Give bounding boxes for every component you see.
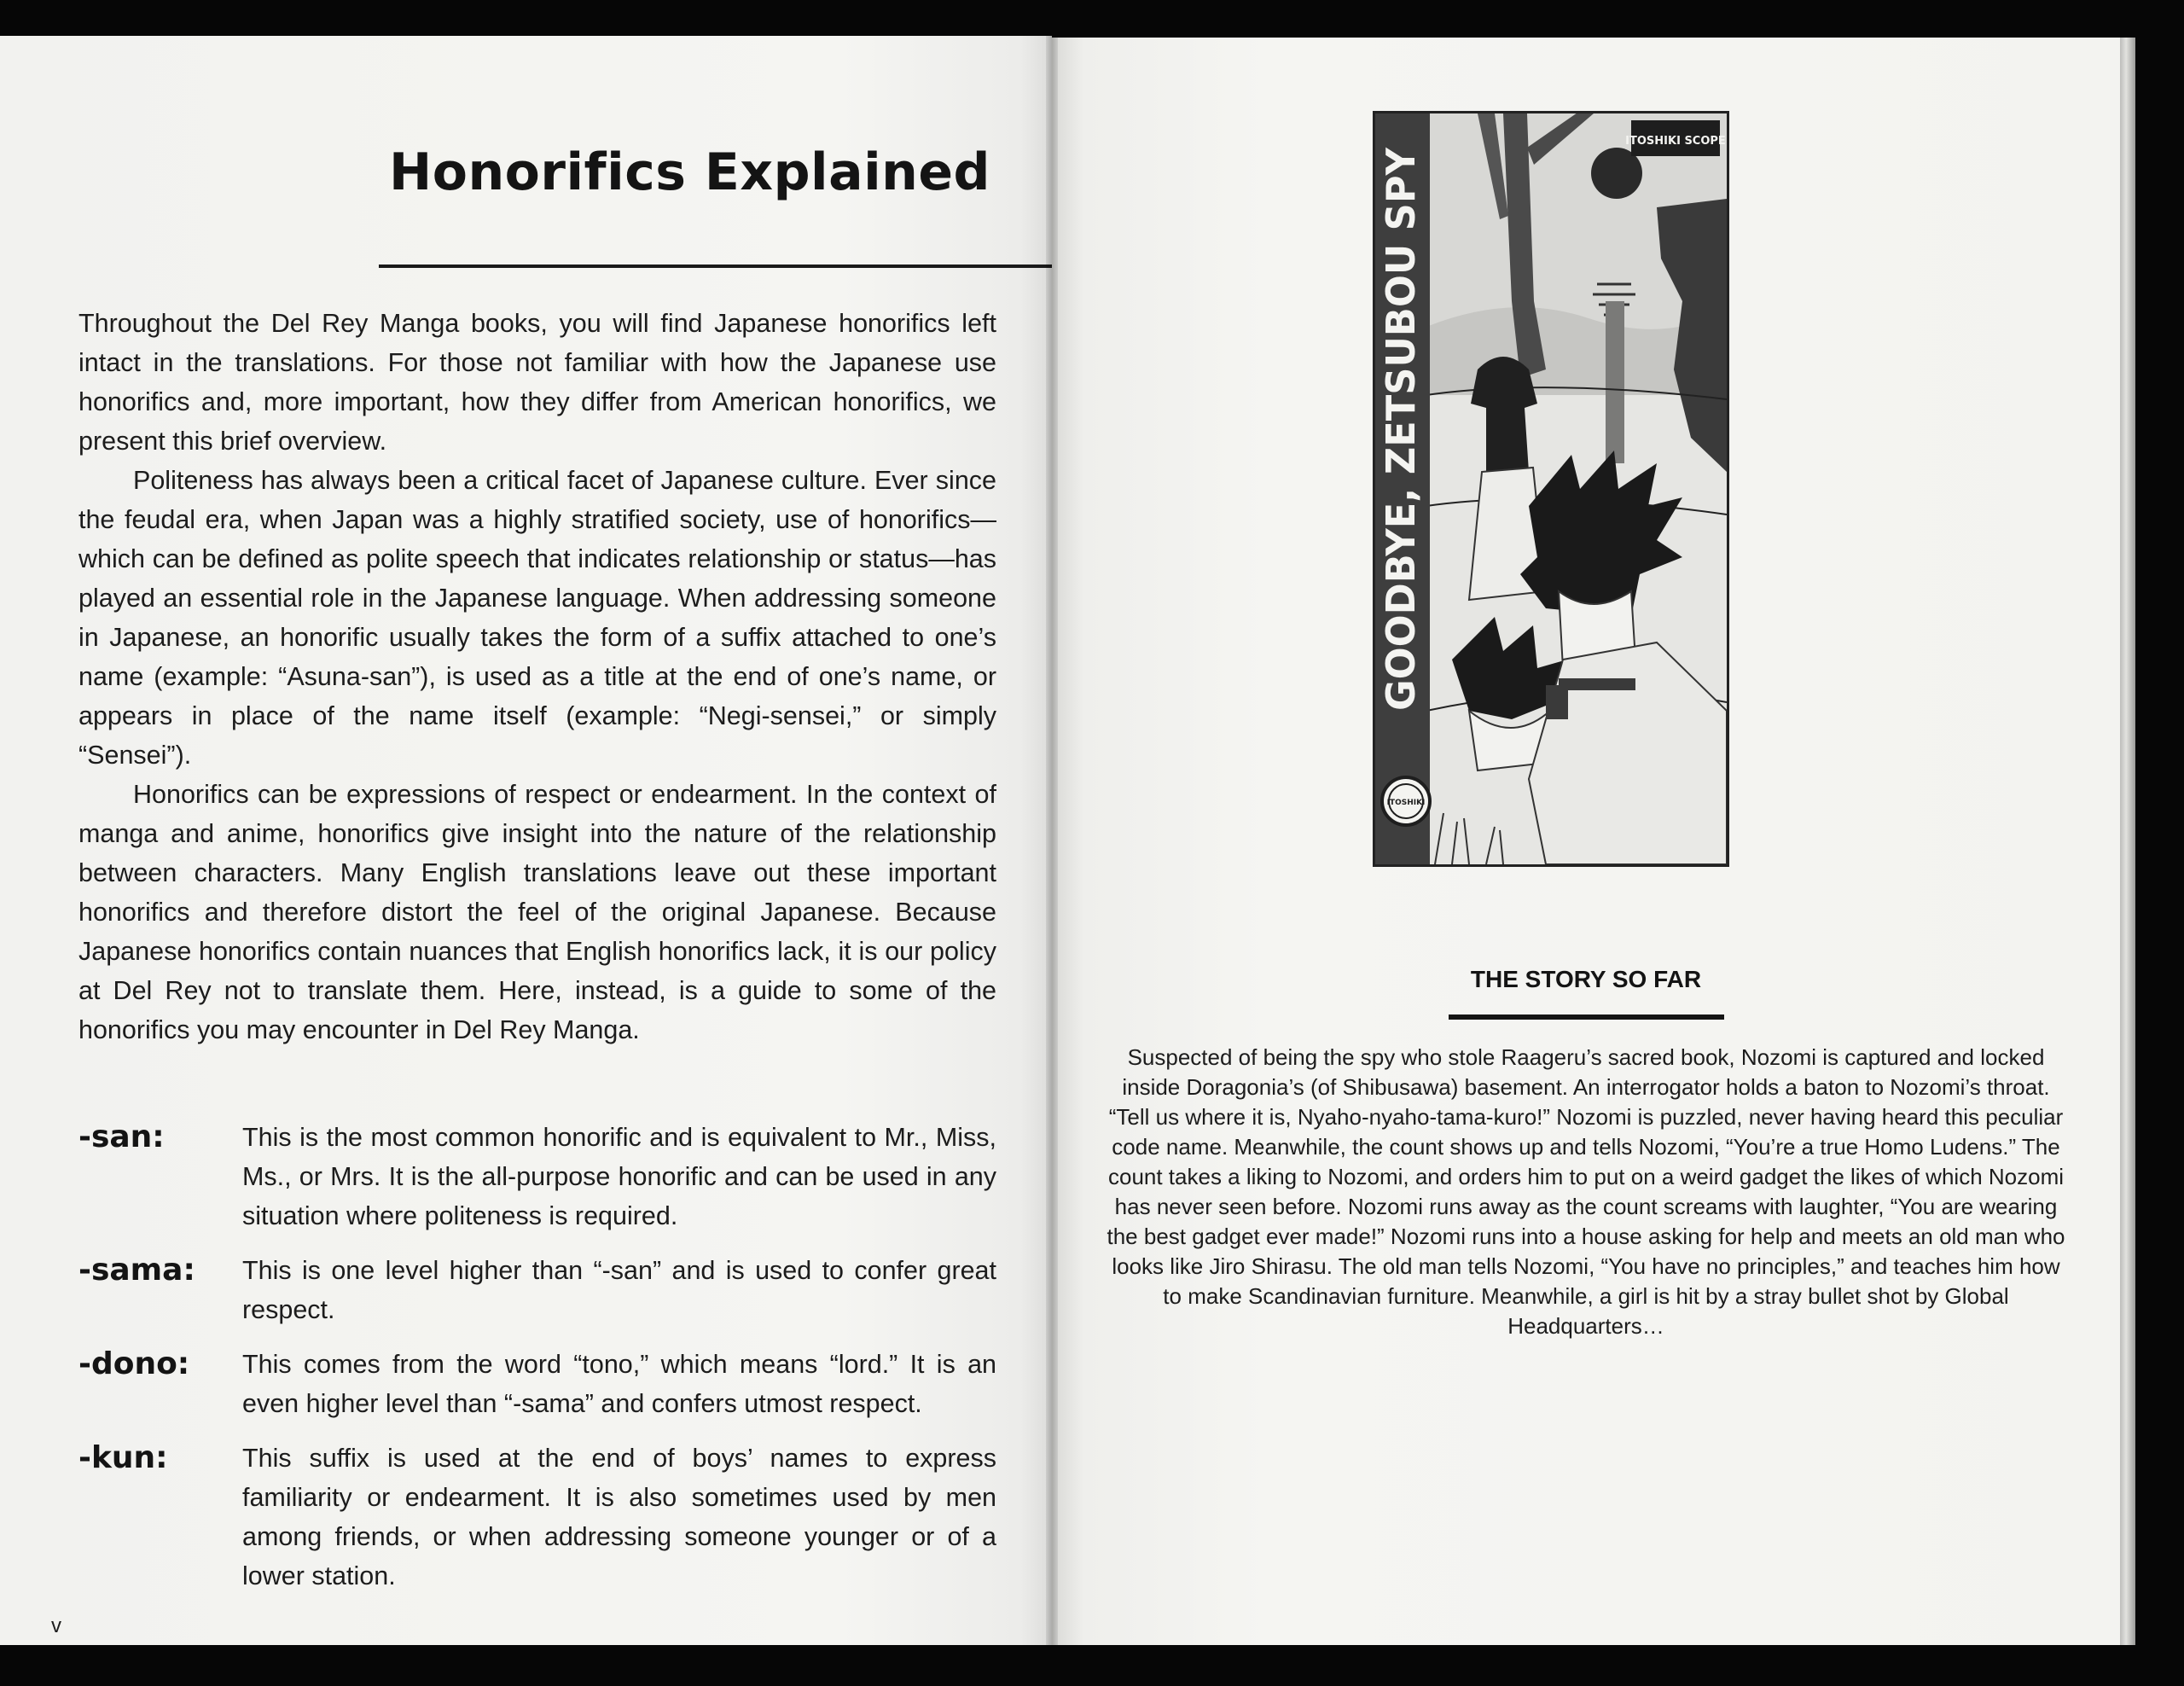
intro-text <box>78 304 996 1049</box>
honorific-entry-san <box>78 1118 996 1235</box>
intro-paragraph: Honorifics can be expressions of respect or endearment. In the context of manga and anime, honorifics give insight into the nature of the relationship between characters. Many English translations leave out these important honorifics and therefore distort the feel of the original Japanese. Because Japanese honorifics contain nuances that English honorifics lack, it is our policy at Del Rey not to translate them. Here, instead, is a guide to some of the honorifics you may encounter in Del Rey Manga. <box>78 780 996 1044</box>
section-heading: THE STORY SO FAR <box>1470 966 1702 992</box>
vertical-title: GOODBYE, ZETSUBOU SPY <box>1378 131 1424 711</box>
right-page <box>1052 38 2120 1645</box>
page-title: Honorifics Explained <box>389 142 990 202</box>
story-summary: Suspected of being the spy who stole Raageru’s sacred book, Nozomi is captured and locked inside Doragonia’s (of Shibusawa) basement. An interrogator holds a baton to Nozomi’s throat. “Tell us where it is, Nyaho-nyaho-tama-kuro!” Nozomi is puzzled, never having heard this peculiar code name. Meanwhile, the count shows up and tells Nozomi, “You’re a true Homo Ludens.” The count takes a liking to Nozomi, and orders him to put on a weird gadget the likes of which Nozomi has never seen before. Nozomi runs away as the count screams with laughter, “You are wearing the best gadget ever made!” Nozomi runs into a house asking for help and meets an old man who looks like Jiro Shirasu. The old man tells Nozomi, “You have no principles,” and teaches him how to make Scandinavian furniture. Meanwhile, a girl is hit by a stray bullet shot by Global Headquarters… <box>1107 1044 2065 1339</box>
honorific-term: -sama: <box>78 1253 195 1288</box>
honorific-definition: This is the most common honorific and is equivalent to Mr., Miss, Ms., or Mrs. It is the all-purpose honorific and can be used in any situation where politeness is required. <box>242 1123 996 1230</box>
honorific-definition: This suffix is used at the end of boys’ names to express familiarity or endearment. It is also sometimes used by men among friends, or when addressing someone younger or of a lower station. <box>242 1444 996 1590</box>
title-underline <box>379 265 1052 268</box>
honorific-definition: This is one level higher than “-san” and is used to confer great respect. <box>242 1256 996 1324</box>
honorific-term: -dono: <box>78 1346 190 1381</box>
honorific-term: -kun: <box>78 1440 168 1475</box>
badge-text: ITOSHIKI <box>1386 799 1426 807</box>
honorific-entry-dono <box>78 1345 996 1423</box>
section-underline <box>1449 1015 1724 1020</box>
illustration-art <box>1375 113 1727 864</box>
intro-paragraph: Politeness has always been a critical facet of Japanese culture. Ever since the feudal era, when Japan was a highly stratified society, use of honorifics—which can be defined as polite speech that indicates relationship or status—has played an essential role in the Japanese language. When addressing someone in Japanese, an honorific usually takes the form of a suffix attached to one’s name (example: “Asuna-san”), is used as a title at the end of one’s name, or appears in place of the name itself (example: “Negi-sensei,” or simply “Sensei”). <box>78 466 996 770</box>
honorific-entry-sama <box>78 1251 996 1329</box>
book-gutter <box>1046 36 1058 1645</box>
page-number: v <box>51 1614 61 1637</box>
honorific-definition: This comes from the word “tono,” which means “lord.” It is an even higher level than “-sama” and confers utmost respect. <box>242 1350 996 1418</box>
honorific-entry-kun <box>78 1439 996 1596</box>
manga-illustration <box>1373 111 1729 867</box>
page-edge <box>2120 38 2135 1645</box>
intro-paragraph: Throughout the Del Rey Manga books, you will find Japanese honorifics left intact in the translations. For those not familiar with how the Japanese use honorifics and, more important, how they differ from American honorifics, we present this brief overview. <box>78 309 996 456</box>
left-page <box>0 36 1052 1645</box>
corner-label: ITOSHIKI SCOPE <box>1625 135 1726 148</box>
honorific-term: -san: <box>78 1119 165 1154</box>
honorifics-list <box>78 1118 996 1611</box>
